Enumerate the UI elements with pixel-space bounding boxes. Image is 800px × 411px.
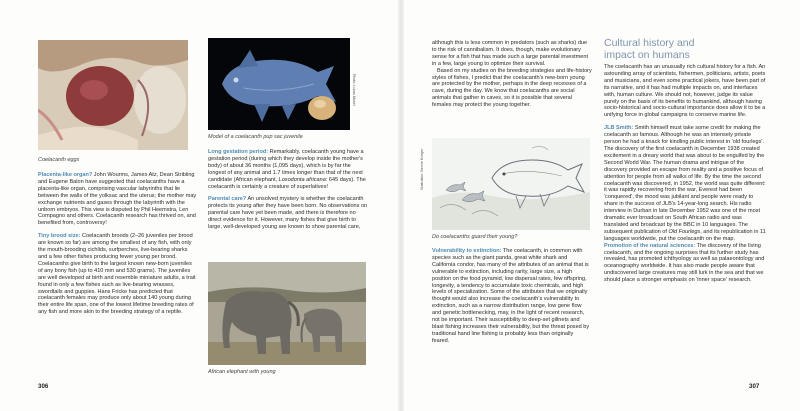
caption-coelacanth-eggs: Coelacanth eggs [38,157,80,163]
heading-gestation: Long gestation period: [208,149,269,155]
paragraph-parental-care: Parental care? An unsolved mystery is whether the coelacanth protects its young after they have been born. No observations on parental care have yet been made, and there is therefore no direct evidence for it. However, many fishes that give birth to large, well-developed young are known to show parental care, [208,196,368,231]
photo-coelacanth-eggs [38,40,188,150]
paragraph-natural-sciences: Promotion of the natural sciences: The discovery of the living coelacanth, and the ongoing surprises that its further study has revealed, has promoted ichthyology as well as palaeontology and oceanography worldwide. It has also made people aware that undiscovered large creatures may still lurk in the sea and that we should place a stronger emphasis on 'inner space' research. [604,242,765,284]
heading-parental-care: Parental care? [208,196,247,203]
caption-guarding-young: Do coelacanths guard their young? [432,234,518,240]
caption-african-elephant: African elephant with young [208,369,276,375]
right-column-3-bottom [432,248,592,345]
credit-illustration: Illustration: Bernie Krieger [420,148,424,190]
section-title: Cultural history and impact on humans [604,37,695,61]
right-column-3-top [432,40,592,109]
heading-brood: Tiny brood size: [38,233,81,240]
left-column-2 [208,149,368,231]
book-gutter [398,0,404,411]
heading-vulnerability: Vulnerability to extinction: [432,248,502,254]
paragraph-vulnerability: Vulnerability to extinction: The coelacanth, in common with species such as the giant panda, great white shark and California condor, has many of the attributes of an animal that is vulnerable to extinction, including rarity, large size, a high position on the food pyramid, low dispersal rates, few offspring, longevity, a tendency to accumulate toxic chemicals, and high levels of specialization. Some of the attributes that we originally thought would also increase the coelacanth's vulnerability to extinction, such as a narrow distribution range, low gene flow and genetic bottlenecking, may, in the light of recent research, not be important. Their susceptibility to deep-set gillnets and blast fishing increases their vulnerability, but the threat posed by traditional hand line fishing is probably less than originally feared. [432,248,590,344]
caption-coelacanth-pup: Model of a coelacanth pup sac juvenile [208,134,303,140]
paragraph-gestation: Long gestation period: Remarkably, coelacanth young have a gestation period (during which they develop inside the mother's body) of about 36 months (1,095 days), which is by far the longest of any animal and 1.7 times longer than that of the next candidate (African elephant, Loxodonta africana: 645 days). The coelacanth is certainly a creature of superlatives! [208,149,366,190]
page-number-left: 306 [38,383,49,390]
photo-coelacanth-pup [208,38,350,130]
right-column-4 [604,38,766,284]
paragraph-cultural-history: The coelacanth has an unusually rich cultural history for a fish. An astounding array of scientists, fishermen, politicians, artists, poets and musicians, and even some practical jokers, have been part of its narrative, and it has had multiple impacts on, and interfaces with, human culture. We should not, however, judge its value purely on the basis of its benefits to humankind, although having socio-historical and socio-cultural importance does allow it to be a unifying force in global campaigns to conserve marine life. [604,64,766,119]
heading-jlb-smith: JLB Smith: [604,125,634,132]
illustration-coelacanth-guarding [432,138,590,230]
paragraph-cannibalism: although this is less common in predators (such as sharks) due to the risk of cannibalism. It does, though, make evolutionary sense for a fish that has made such a large parental investment in a few, large young to optimize their survival. [432,40,589,67]
paragraph-placenta: Placenta-like organ? John Wourms, James Atz, Dean Stribling and Eugene Balon have suggested that coelacanths have a placenta-like organ, comprising vascular labyrinths that lie between the walls of the yolksac and the uterus; the mother may exchange nutrients and gases through the labyrinth with the unborn embryos. This view is disputed by Phil Heemstra, Len Compagno and others. Coelacanth research has thrived on, and benefited from, controversy! [38,172,197,227]
paragraph-brood: Tiny brood size: Coelacanth broods (2–26 juveniles per brood are known so far) are among the smallest of any fish, with only the mouth-brooding cichlids, surfperches, live-bearing sharks and a few other fishes producing fewer young per brood. Coelacanths give birth to the largest known new-born juveniles of any bony fish (up to 410 mm and 530 grams). The juveniles are well developed at birth and resemble miniature adults, a trait found in only a few fishes such as live-bearing wrasses, swordtails and guppies. Hans Fricke has predicted that coelacanth females may produce only about 140 young during their entire life span, one of the lowest lifetime breeding rates of any fish and more akin to the breeding strategy of a reptile. [38,233,196,316]
left-column-1 [38,172,198,316]
credit-pup-photo: Photo: Lukas Mosel [352,74,356,106]
heading-placenta: Placenta-like organ? [38,172,93,178]
paragraph-breeding-strategies: Based on my studies on the breeding strategies and life-history styles of fishes, I predict that the coelacanth's new-born young are protected by the mother, perhaps in the deep recesses of a cave, during the day. We know that coelacanths are social animals that gather in caves, so it is possible that several females may protect the young together. [432,67,592,109]
page-number-right: 307 [749,383,760,390]
heading-natural-sciences: Promotion of the natural sciences: [604,242,696,249]
photo-african-elephant [208,262,366,365]
paragraph-jlb-smith: JLB Smith: Smith himself must take some credit for making the coelacanth so famous. Although he was an intensely private person he had a knack for kindling public interest in 'old fourlegs'. The discovery of the first coelacanth in December 1938 created excitement in a dreary world that was about to be engulfed by the Second World War. The human drama and intrigue of the discovery provided an escape from reality and a positive focus of attention for people from all walks of life. By the time the second coelacanth was discovered, in 1952, the world was quite different: it was rapidly recovering from the war, Everest had been 'conquered', the mood was jubilant and people were ready to share in the success of JLB's 14-year-long search. His radio interview in Durban in late December 1952 was one of the most dramatic ever broadcast on South African radio and was translated and broadcast by the BBC in 10 languages. The subsequent publication of Old Fourlegs, and its republication in 11 languages worldwide, put the coelacanth on the map. [604,125,766,242]
